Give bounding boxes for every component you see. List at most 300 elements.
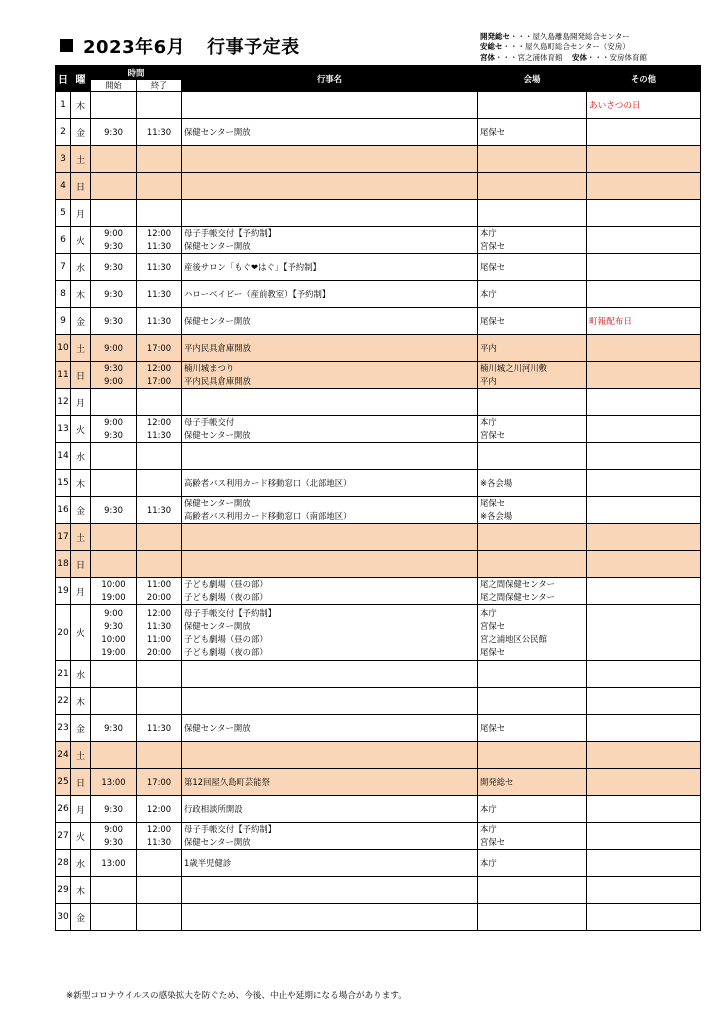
start-time-cell: [91, 742, 137, 769]
other-cell: [587, 769, 701, 796]
venue-cell: [478, 605, 587, 661]
start-time-line: 9:30: [104, 241, 123, 251]
venue-line: ※各会場: [480, 477, 513, 488]
venue-line: 宮保セ: [480, 620, 506, 631]
end-time-cell: [137, 497, 182, 524]
event-cell: [182, 742, 478, 769]
other-cell: [587, 416, 701, 443]
end-time-cell: [137, 281, 182, 308]
start-time-cell: [91, 497, 137, 524]
event-line: ハローベイビー（産前教室）【予約制】: [184, 288, 331, 299]
start-time-line: 9:00: [104, 228, 123, 238]
table-row: [56, 146, 701, 173]
venue-line: 本庁: [480, 803, 497, 814]
start-time-line: 9:30: [104, 620, 123, 631]
venue-cell: [478, 443, 587, 470]
title-date: 2023年6月: [83, 37, 186, 58]
venue-cell: [478, 254, 587, 281]
table-row: [56, 308, 701, 335]
start-time-cell: [91, 308, 137, 335]
end-time-line: 17:00: [146, 342, 172, 353]
day-cell: 19: [56, 578, 71, 605]
table-row: [56, 796, 701, 823]
day-cell: 25: [56, 769, 71, 796]
venue-line: 宮保セ: [480, 241, 506, 251]
end-time-cell: [137, 254, 182, 281]
venue-cell: [478, 362, 587, 389]
legend-line: 安総セ・・・屋久島町総合センター（安房）: [480, 42, 630, 52]
start-time-line: 9:00: [104, 607, 123, 618]
weekday-cell: 木: [71, 688, 91, 715]
table-row: [56, 362, 701, 389]
day-cell: 27: [56, 823, 71, 850]
end-time-cell: [137, 389, 182, 416]
event-cell: [182, 524, 478, 551]
venue-cell: [478, 742, 587, 769]
venue-line: 尾之間保健センター: [480, 579, 556, 589]
other-cell: あいさつの日: [587, 92, 701, 119]
event-cell: [182, 281, 478, 308]
end-time-cell: [137, 470, 182, 497]
end-time-line: 12:00: [146, 363, 172, 373]
day-cell: 18: [56, 551, 71, 578]
venue-line: 開発総セ: [480, 776, 514, 787]
legend-line: 宮体・・・宮之浦体育館 安体・・・安房体育館: [480, 52, 648, 62]
end-time-line: 11:30: [146, 504, 172, 515]
table-row: [56, 335, 701, 362]
weekday-cell: 木: [71, 281, 91, 308]
weekday-cell: 日: [71, 551, 91, 578]
header-venue: 会場: [478, 66, 587, 92]
table-row: [56, 524, 701, 551]
other-cell: [587, 443, 701, 470]
schedule-table: [55, 65, 701, 931]
event-line: 保健センター開放: [184, 241, 251, 251]
start-time-cell: [91, 119, 137, 146]
start-time-cell: [91, 551, 137, 578]
start-time-cell: [91, 254, 137, 281]
table-row: [56, 119, 701, 146]
day-cell: 10: [56, 335, 71, 362]
other-cell: 町報配布日: [587, 308, 701, 335]
start-time-cell: [91, 904, 137, 931]
venue-cell: [478, 173, 587, 200]
other-cell: [587, 823, 701, 850]
header-time: 時間: [91, 66, 182, 80]
day-cell: 8: [56, 281, 71, 308]
start-time-cell: [91, 173, 137, 200]
venue-cell: [478, 769, 587, 796]
weekday-cell: 水: [71, 443, 91, 470]
start-time-line: 13:00: [101, 857, 126, 868]
start-time-line: 9:30: [104, 430, 123, 440]
event-cell: [182, 688, 478, 715]
event-cell: [182, 769, 478, 796]
event-line: 保健センター開放: [184, 722, 251, 733]
other-cell: [587, 796, 701, 823]
start-time-line: 10:00: [101, 633, 126, 644]
venue-cell: [478, 497, 587, 524]
end-time-cell: [137, 904, 182, 931]
weekday-cell: 水: [71, 661, 91, 688]
end-time-cell: [137, 850, 182, 877]
start-time-line: 9:00: [104, 376, 123, 386]
event-line: 保健センター開放: [184, 837, 251, 847]
day-cell: 5: [56, 200, 71, 227]
other-cell: [587, 335, 701, 362]
venue-line: 本庁: [480, 824, 497, 834]
venue-cell: [478, 227, 587, 254]
event-cell: [182, 605, 478, 661]
end-time-cell: [137, 742, 182, 769]
venue-line: 本庁: [480, 607, 497, 618]
header-event: 行事名: [182, 66, 478, 92]
venue-cell: [478, 200, 587, 227]
event-cell: [182, 308, 478, 335]
start-time-cell: [91, 335, 137, 362]
start-time-cell: [91, 605, 137, 661]
end-time-line: 11:30: [146, 261, 172, 272]
venue-line: 本庁: [480, 417, 497, 427]
end-time-cell: [137, 335, 182, 362]
end-time-cell: [137, 877, 182, 904]
start-time-cell: [91, 227, 137, 254]
start-time-line: 19:00: [101, 646, 126, 657]
header-end: 終了: [137, 80, 182, 92]
event-cell: [182, 335, 478, 362]
venue-cell: [478, 904, 587, 931]
venue-cell: [478, 877, 587, 904]
venue-line: 宮保セ: [480, 430, 506, 440]
event-cell: [182, 470, 478, 497]
start-time-cell: [91, 524, 137, 551]
event-cell: [182, 796, 478, 823]
table-row: [56, 389, 701, 416]
header-day: 日: [56, 66, 71, 92]
start-time-line: 9:30: [104, 803, 123, 814]
event-cell: [182, 551, 478, 578]
weekday-cell: 日: [71, 173, 91, 200]
other-cell: [587, 578, 701, 605]
start-time-cell: [91, 443, 137, 470]
event-cell: [182, 850, 478, 877]
event-line: 子ども劇場（昼の部）: [184, 633, 268, 644]
day-cell: 28: [56, 850, 71, 877]
venue-cell: [478, 308, 587, 335]
other-cell: [587, 904, 701, 931]
end-time-cell: [137, 146, 182, 173]
end-time-cell: [137, 688, 182, 715]
start-time-cell: [91, 877, 137, 904]
event-cell: [182, 715, 478, 742]
start-time-cell: [91, 850, 137, 877]
other-cell: [587, 661, 701, 688]
weekday-cell: 日: [71, 769, 91, 796]
venue-line: 楠川城之川河川敷: [480, 363, 547, 373]
end-time-line: 12:00: [146, 607, 172, 618]
venue-line: 平内: [480, 342, 497, 353]
weekday-cell: 火: [71, 416, 91, 443]
header-weekday: 曜: [71, 66, 91, 92]
event-line: 平内民具倉庫開放: [184, 376, 251, 386]
end-time-line: 11:30: [146, 315, 172, 326]
weekday-cell: 木: [71, 470, 91, 497]
table-row: [56, 200, 701, 227]
event-cell: [182, 416, 478, 443]
end-time-line: 11:30: [146, 837, 172, 847]
other-cell: [587, 200, 701, 227]
table-row: [56, 470, 701, 497]
venue-cell: [478, 715, 587, 742]
table-row: [56, 904, 701, 931]
start-time-cell: [91, 362, 137, 389]
end-time-cell: [137, 227, 182, 254]
event-line: 子ども劇場（昼の部）: [184, 579, 268, 589]
weekday-cell: 土: [71, 524, 91, 551]
start-time-cell: [91, 823, 137, 850]
other-cell: [587, 524, 701, 551]
other-cell: [587, 605, 701, 661]
weekday-cell: 日: [71, 362, 91, 389]
day-cell: 12: [56, 389, 71, 416]
start-time-cell: [91, 796, 137, 823]
table-row: [56, 254, 701, 281]
weekday-cell: 土: [71, 335, 91, 362]
event-line: 楠川城まつり: [184, 363, 235, 373]
end-time-line: 20:00: [146, 646, 172, 657]
venue-cell: [478, 524, 587, 551]
venue-line: 尾保セ: [480, 722, 506, 733]
weekday-cell: 土: [71, 146, 91, 173]
table-row: [56, 578, 701, 605]
weekday-cell: 金: [71, 119, 91, 146]
start-time-line: 9:30: [104, 722, 123, 733]
event-line: 子ども劇場（夜の部）: [184, 592, 268, 602]
table-row: [56, 823, 701, 850]
event-cell: [182, 119, 478, 146]
weekday-cell: 金: [71, 715, 91, 742]
other-cell: [587, 850, 701, 877]
start-time-line: 9:30: [104, 315, 123, 326]
weekday-cell: 金: [71, 904, 91, 931]
end-time-cell: [137, 823, 182, 850]
other-cell: [587, 715, 701, 742]
event-cell: [182, 254, 478, 281]
table-row: [56, 497, 701, 524]
event-cell: [182, 823, 478, 850]
start-time-cell: [91, 389, 137, 416]
event-line: 保健センター開放: [184, 620, 251, 631]
start-time-line: 9:00: [104, 824, 123, 834]
start-time-cell: [91, 715, 137, 742]
event-line: 行政相談所開設: [184, 803, 243, 814]
start-time-cell: [91, 578, 137, 605]
venue-cell: [478, 796, 587, 823]
weekday-cell: 木: [71, 92, 91, 119]
day-cell: 30: [56, 904, 71, 931]
weekday-cell: 水: [71, 254, 91, 281]
venue-line: 尾保セ: [480, 498, 506, 508]
other-cell: [587, 742, 701, 769]
table-row: [56, 850, 701, 877]
day-cell: 23: [56, 715, 71, 742]
weekday-cell: 金: [71, 308, 91, 335]
event-cell: [182, 146, 478, 173]
event-line: 保健センター開放: [184, 315, 251, 326]
other-cell: [587, 146, 701, 173]
event-cell: [182, 389, 478, 416]
end-time-line: 12:00: [146, 417, 172, 427]
end-time-line: 17:00: [146, 376, 172, 386]
end-time-cell: [137, 92, 182, 119]
start-time-line: 9:30: [104, 288, 123, 299]
venue-line: 本庁: [480, 857, 497, 868]
day-cell: 2: [56, 119, 71, 146]
day-cell: 16: [56, 497, 71, 524]
venue-cell: [478, 688, 587, 715]
day-cell: 22: [56, 688, 71, 715]
end-time-cell: [137, 769, 182, 796]
table-row: [56, 742, 701, 769]
venue-line: 本庁: [480, 288, 497, 299]
event-cell: [182, 200, 478, 227]
venue-cell: [478, 119, 587, 146]
weekday-cell: 火: [71, 227, 91, 254]
footnote: ※新型コロナウイルスの感染拡大を防ぐため、今後、中止や延期になる場合があります。: [66, 991, 407, 1001]
schedule-body: [56, 92, 701, 931]
start-time-cell: [91, 92, 137, 119]
weekday-cell: 木: [71, 877, 91, 904]
table-row: [56, 715, 701, 742]
venue-legend: [480, 32, 647, 63]
legend-line: 開発総セ・・・屋久島離島開発総合センター: [480, 32, 630, 41]
other-cell: [587, 119, 701, 146]
table-row: [56, 688, 701, 715]
other-cell: [587, 688, 701, 715]
page-title: [60, 33, 300, 59]
day-cell: 20: [56, 605, 71, 661]
venue-line: 尾保セ: [480, 261, 506, 272]
event-line: 高齢者バス利用カード移動窓口（北部地区）: [184, 477, 352, 488]
other-cell: [587, 389, 701, 416]
weekday-cell: 水: [71, 850, 91, 877]
event-line: 母子手帳交付【予約制】: [184, 228, 277, 238]
start-time-line: 9:30: [104, 261, 123, 272]
venue-line: 平内: [480, 376, 497, 386]
other-cell: [587, 877, 701, 904]
other-cell: [587, 254, 701, 281]
start-time-line: 9:00: [104, 417, 123, 427]
end-time-cell: [137, 605, 182, 661]
event-line: 保健センター開放: [184, 126, 251, 137]
venue-cell: [478, 281, 587, 308]
venue-line: 本庁: [480, 228, 497, 238]
weekday-cell: 土: [71, 742, 91, 769]
end-time-line: 12:00: [146, 803, 172, 814]
day-cell: 29: [56, 877, 71, 904]
end-time-cell: [137, 173, 182, 200]
venue-cell: [478, 146, 587, 173]
table-row: [56, 605, 701, 661]
venue-cell: [478, 335, 587, 362]
venue-line: 尾之間保健センター: [480, 592, 556, 602]
venue-cell: [478, 551, 587, 578]
end-time-cell: [137, 661, 182, 688]
event-cell: [182, 173, 478, 200]
start-time-line: 9:00: [104, 342, 123, 353]
table-row: [56, 443, 701, 470]
weekday-cell: 月: [71, 796, 91, 823]
end-time-line: 12:00: [146, 824, 172, 834]
square-bullet-icon: [60, 39, 73, 52]
end-time-line: 11:30: [146, 241, 172, 251]
start-time-cell: [91, 281, 137, 308]
day-cell: 6: [56, 227, 71, 254]
day-cell: 24: [56, 742, 71, 769]
header-start: 開始: [91, 80, 137, 92]
end-time-cell: [137, 578, 182, 605]
weekday-cell: 火: [71, 823, 91, 850]
event-cell: [182, 92, 478, 119]
start-time-line: 9:30: [104, 363, 123, 373]
start-time-cell: [91, 688, 137, 715]
other-cell: [587, 497, 701, 524]
event-line: 保健センター開放: [184, 430, 251, 440]
end-time-cell: [137, 119, 182, 146]
day-cell: 7: [56, 254, 71, 281]
start-time-cell: [91, 200, 137, 227]
other-cell: [587, 470, 701, 497]
venue-line: 尾保セ: [480, 315, 506, 326]
venue-cell: [478, 416, 587, 443]
table-row: [56, 416, 701, 443]
venue-cell: [478, 578, 587, 605]
event-cell: [182, 877, 478, 904]
venue-cell: [478, 823, 587, 850]
end-time-cell: [137, 551, 182, 578]
start-time-line: 9:30: [104, 126, 123, 137]
venue-cell: [478, 389, 587, 416]
end-time-cell: [137, 715, 182, 742]
day-cell: 21: [56, 661, 71, 688]
end-time-line: 11:30: [146, 288, 172, 299]
end-time-line: 20:00: [146, 592, 172, 602]
day-cell: 1: [56, 92, 71, 119]
day-cell: 26: [56, 796, 71, 823]
table-row: [56, 769, 701, 796]
other-cell: [587, 227, 701, 254]
venue-line: 宮之浦地区公民館: [480, 633, 547, 644]
start-time-cell: [91, 470, 137, 497]
table-row: [56, 92, 701, 119]
start-time-line: 10:00: [101, 579, 126, 589]
event-cell: [182, 578, 478, 605]
weekday-cell: 金: [71, 497, 91, 524]
other-cell: [587, 551, 701, 578]
day-cell: 4: [56, 173, 71, 200]
event-line: 子ども劇場（夜の部）: [184, 646, 268, 657]
end-time-line: 11:30: [146, 620, 172, 631]
event-cell: [182, 904, 478, 931]
start-time-cell: [91, 146, 137, 173]
start-time-line: 9:30: [104, 504, 123, 515]
table-row: [56, 227, 701, 254]
start-time-line: 19:00: [101, 592, 126, 602]
end-time-line: 11:30: [146, 126, 172, 137]
weekday-cell: 月: [71, 389, 91, 416]
event-line: 母子手帳交付【予約制】: [184, 607, 277, 618]
end-time-line: 17:00: [146, 776, 172, 787]
